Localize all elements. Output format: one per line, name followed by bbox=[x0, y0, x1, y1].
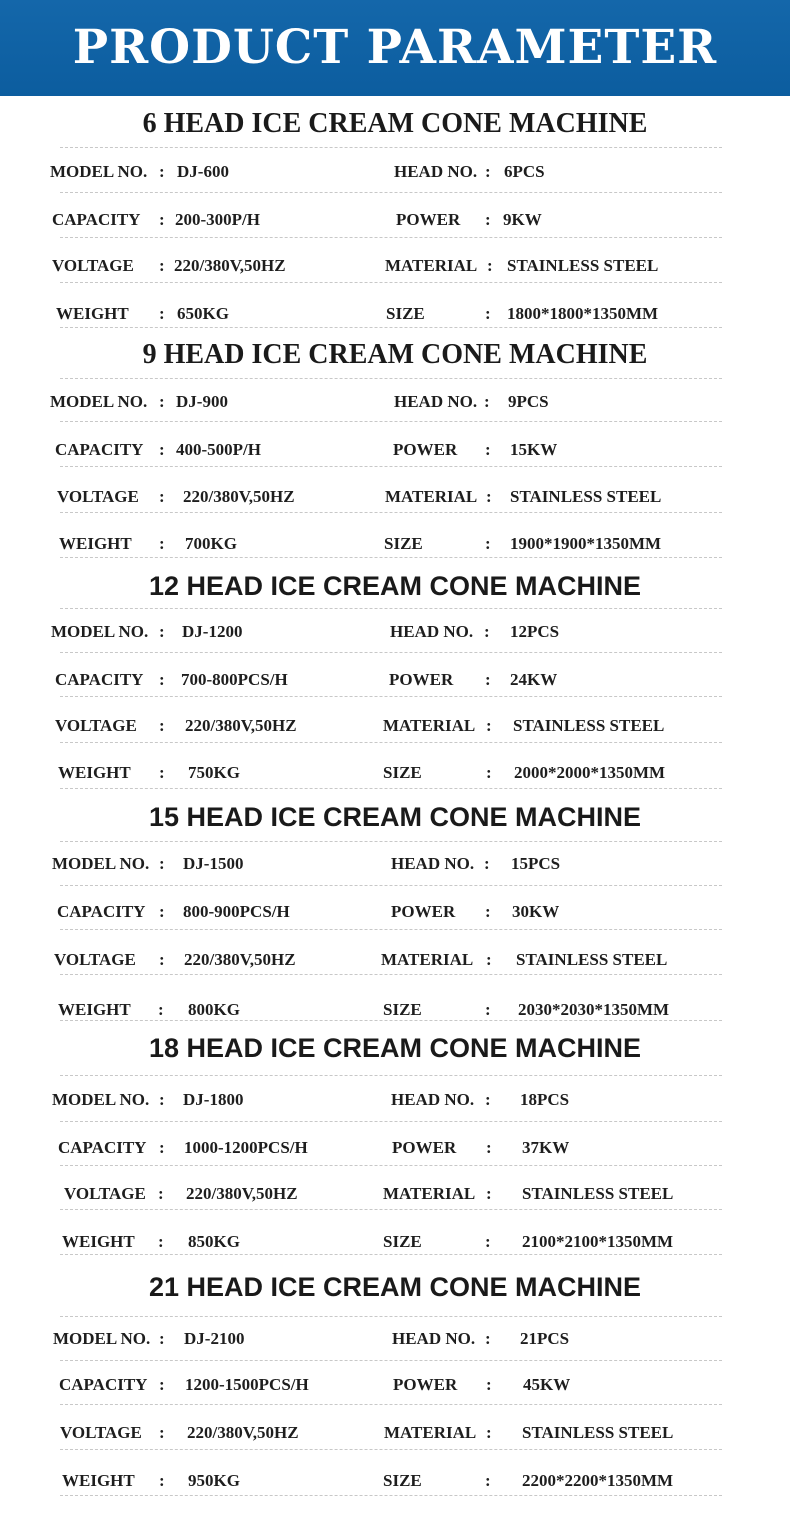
divider bbox=[60, 885, 722, 886]
spec-value: DJ-1500 bbox=[183, 854, 244, 873]
spec-row bbox=[0, 1227, 790, 1257]
divider bbox=[60, 282, 722, 283]
spec-value: 220/380V,50HZ bbox=[184, 950, 296, 969]
colon: : bbox=[158, 1184, 164, 1203]
spec-row bbox=[0, 1179, 790, 1209]
divider bbox=[60, 1209, 722, 1210]
spec-label: SIZE bbox=[384, 534, 423, 553]
colon: : bbox=[159, 902, 165, 921]
spec-label: CAPACITY bbox=[58, 1138, 147, 1157]
spec-value: 15KW bbox=[510, 440, 558, 459]
colon: : bbox=[486, 716, 492, 735]
spec-value: 700KG bbox=[185, 534, 237, 553]
colon: : bbox=[485, 670, 491, 689]
spec-label: SIZE bbox=[383, 763, 422, 782]
spec-value: STAINLESS STEEL bbox=[513, 716, 665, 735]
spec-label: MATERIAL bbox=[385, 487, 478, 506]
spec-row bbox=[0, 897, 790, 927]
colon: : bbox=[486, 1184, 492, 1203]
spec-value: DJ-2100 bbox=[184, 1329, 245, 1348]
colon: : bbox=[485, 1329, 491, 1348]
spec-label: WEIGHT bbox=[62, 1471, 135, 1490]
colon: : bbox=[159, 256, 165, 275]
spec-value: 220/380V,50HZ bbox=[186, 1184, 298, 1203]
divider bbox=[60, 652, 722, 653]
spec-label: MATERIAL bbox=[383, 716, 476, 735]
divider bbox=[60, 557, 722, 558]
divider bbox=[60, 1165, 722, 1166]
spec-label: MATERIAL bbox=[381, 950, 474, 969]
section-title: 21 HEAD ICE CREAM CONE MACHINE bbox=[148, 1272, 642, 1302]
spec-value: 9PCS bbox=[508, 392, 549, 411]
spec-label: WEIGHT bbox=[58, 1000, 131, 1019]
spec-row bbox=[0, 1466, 790, 1496]
spec-label: CAPACITY bbox=[55, 670, 144, 689]
spec-row bbox=[0, 251, 790, 281]
spec-label: CAPACITY bbox=[52, 210, 141, 229]
divider bbox=[60, 1449, 722, 1450]
colon: : bbox=[485, 1471, 491, 1490]
divider bbox=[60, 696, 722, 697]
colon: : bbox=[159, 763, 165, 782]
colon: : bbox=[159, 1329, 165, 1348]
spec-value: 2000*2000*1350MM bbox=[514, 763, 666, 782]
divider bbox=[60, 421, 722, 422]
divider bbox=[60, 1121, 722, 1122]
spec-label: CAPACITY bbox=[57, 902, 146, 921]
colon: : bbox=[487, 256, 493, 275]
spec-label: POWER bbox=[396, 210, 461, 229]
colon: : bbox=[159, 162, 165, 181]
divider bbox=[60, 237, 722, 238]
divider bbox=[60, 147, 722, 148]
colon: : bbox=[485, 1000, 491, 1019]
divider bbox=[60, 1254, 722, 1255]
spec-label: VOLTAGE bbox=[55, 716, 137, 735]
colon: : bbox=[486, 1423, 492, 1442]
colon: : bbox=[159, 1138, 165, 1157]
colon: : bbox=[485, 534, 491, 553]
spec-value: 18PCS bbox=[520, 1090, 570, 1109]
spec-label: POWER bbox=[389, 670, 454, 689]
section-title: 9 HEAD ICE CREAM CONE MACHINE bbox=[142, 339, 648, 370]
colon: : bbox=[159, 622, 165, 641]
spec-value: 6PCS bbox=[504, 162, 545, 181]
divider bbox=[60, 742, 722, 743]
colon: : bbox=[486, 487, 492, 506]
divider bbox=[60, 466, 722, 467]
spec-value: 2030*2030*1350MM bbox=[518, 1000, 670, 1019]
spec-section bbox=[0, 331, 790, 562]
spec-label: HEAD NO. bbox=[394, 162, 478, 181]
colon: : bbox=[159, 534, 165, 553]
colon: : bbox=[159, 1471, 165, 1490]
colon: : bbox=[159, 854, 165, 873]
spec-value: STAINLESS STEEL bbox=[522, 1423, 674, 1442]
colon: : bbox=[485, 304, 491, 323]
spec-value: 21PCS bbox=[520, 1329, 570, 1348]
section-title: 15 HEAD ICE CREAM CONE MACHINE bbox=[148, 802, 642, 832]
spec-label: MODEL NO. bbox=[53, 1329, 151, 1348]
spec-row bbox=[0, 711, 790, 741]
colon: : bbox=[159, 392, 165, 411]
spec-label: SIZE bbox=[383, 1471, 422, 1490]
spec-value: STAINLESS STEEL bbox=[516, 950, 668, 969]
divider bbox=[60, 929, 722, 930]
spec-value: DJ-600 bbox=[177, 162, 229, 181]
section-title: 18 HEAD ICE CREAM CONE MACHINE bbox=[148, 1033, 642, 1063]
colon: : bbox=[159, 440, 165, 459]
spec-label: VOLTAGE bbox=[60, 1423, 142, 1442]
colon: : bbox=[159, 950, 165, 969]
spec-section bbox=[0, 793, 790, 1024]
spec-value: 37KW bbox=[522, 1138, 570, 1157]
divider bbox=[60, 1360, 722, 1361]
spec-label: HEAD NO. bbox=[392, 1329, 476, 1348]
divider bbox=[60, 1404, 722, 1405]
spec-row bbox=[0, 482, 790, 512]
colon: : bbox=[486, 1138, 492, 1157]
spec-row bbox=[0, 387, 790, 417]
divider bbox=[60, 841, 722, 842]
spec-value: 2100*2100*1350MM bbox=[522, 1232, 674, 1251]
spec-label: VOLTAGE bbox=[64, 1184, 146, 1203]
spec-value: 800KG bbox=[188, 1000, 240, 1019]
colon: : bbox=[485, 210, 491, 229]
colon: : bbox=[485, 440, 491, 459]
spec-value: 220/380V,50HZ bbox=[174, 256, 286, 275]
colon: : bbox=[485, 1090, 491, 1109]
colon: : bbox=[159, 716, 165, 735]
spec-label: CAPACITY bbox=[55, 440, 144, 459]
colon: : bbox=[485, 1232, 491, 1251]
spec-row bbox=[0, 1085, 790, 1115]
spec-section bbox=[0, 562, 790, 793]
section-title: 12 HEAD ICE CREAM CONE MACHINE bbox=[148, 571, 642, 601]
spec-value: 650KG bbox=[177, 304, 229, 323]
spec-section bbox=[0, 100, 790, 331]
spec-value: 220/380V,50HZ bbox=[187, 1423, 299, 1442]
colon: : bbox=[486, 763, 492, 782]
divider bbox=[60, 1495, 722, 1496]
spec-value: 24KW bbox=[510, 670, 558, 689]
divider bbox=[60, 327, 722, 328]
spec-label: MODEL NO. bbox=[51, 622, 149, 641]
spec-row bbox=[0, 665, 790, 695]
divider bbox=[60, 1020, 722, 1021]
spec-value: 220/380V,50HZ bbox=[183, 487, 295, 506]
spec-row bbox=[0, 435, 790, 465]
colon: : bbox=[485, 902, 491, 921]
spec-value: 1900*1900*1350MM bbox=[510, 534, 662, 553]
spec-label: HEAD NO. bbox=[391, 854, 475, 873]
spec-label: CAPACITY bbox=[59, 1375, 148, 1394]
spec-value: 750KG bbox=[188, 763, 240, 782]
spec-value: DJ-1800 bbox=[183, 1090, 244, 1109]
spec-value: 15PCS bbox=[511, 854, 561, 873]
colon: : bbox=[159, 304, 165, 323]
spec-value: 2200*2200*1350MM bbox=[522, 1471, 674, 1490]
spec-label: VOLTAGE bbox=[57, 487, 139, 506]
spec-label: MATERIAL bbox=[384, 1423, 477, 1442]
divider bbox=[60, 512, 722, 513]
colon: : bbox=[158, 1232, 164, 1251]
spec-label: HEAD NO. bbox=[394, 392, 478, 411]
divider bbox=[60, 1316, 722, 1317]
spec-value: STAINLESS STEEL bbox=[510, 487, 662, 506]
spec-section bbox=[0, 1263, 790, 1494]
colon: : bbox=[484, 854, 490, 873]
spec-label: HEAD NO. bbox=[391, 1090, 475, 1109]
colon: : bbox=[486, 950, 492, 969]
spec-label: WEIGHT bbox=[62, 1232, 135, 1251]
colon: : bbox=[159, 487, 165, 506]
spec-row bbox=[0, 945, 790, 975]
spec-value: 700-800PCS/H bbox=[181, 670, 288, 689]
spec-label: MODEL NO. bbox=[50, 392, 148, 411]
divider bbox=[60, 1075, 722, 1076]
spec-label: POWER bbox=[393, 440, 458, 459]
spec-label: POWER bbox=[393, 1375, 458, 1394]
spec-label: SIZE bbox=[383, 1232, 422, 1251]
spec-label: MODEL NO. bbox=[52, 854, 150, 873]
colon: : bbox=[159, 670, 165, 689]
spec-value: 1800*1800*1350MM bbox=[507, 304, 659, 323]
spec-row bbox=[0, 205, 790, 235]
colon: : bbox=[486, 1375, 492, 1394]
spec-value: 850KG bbox=[188, 1232, 240, 1251]
spec-row bbox=[0, 758, 790, 788]
section-title: 6 HEAD ICE CREAM CONE MACHINE bbox=[142, 108, 648, 139]
spec-row bbox=[0, 617, 790, 647]
spec-value: 9KW bbox=[503, 210, 542, 229]
spec-label: VOLTAGE bbox=[54, 950, 136, 969]
spec-row bbox=[0, 529, 790, 559]
spec-value: DJ-900 bbox=[176, 392, 228, 411]
spec-value: 950KG bbox=[188, 1471, 240, 1490]
colon: : bbox=[485, 162, 491, 181]
divider bbox=[60, 378, 722, 379]
spec-value: 45KW bbox=[523, 1375, 571, 1394]
divider bbox=[60, 608, 722, 609]
spec-row bbox=[0, 299, 790, 329]
spec-value: 400-500P/H bbox=[176, 440, 261, 459]
spec-row bbox=[0, 1133, 790, 1163]
colon: : bbox=[159, 1375, 165, 1394]
spec-label: WEIGHT bbox=[59, 534, 132, 553]
spec-value: 800-900PCS/H bbox=[183, 902, 290, 921]
spec-label: SIZE bbox=[386, 304, 425, 323]
spec-label: POWER bbox=[391, 902, 456, 921]
colon: : bbox=[484, 622, 490, 641]
spec-label: MODEL NO. bbox=[50, 162, 148, 181]
spec-value: STAINLESS STEEL bbox=[507, 256, 659, 275]
header-banner bbox=[0, 0, 790, 96]
colon: : bbox=[484, 392, 490, 411]
colon: : bbox=[159, 210, 165, 229]
spec-row bbox=[0, 1370, 790, 1400]
colon: : bbox=[159, 1423, 165, 1442]
colon: : bbox=[158, 1000, 164, 1019]
divider bbox=[60, 974, 722, 975]
spec-value: 220/380V,50HZ bbox=[185, 716, 297, 735]
spec-value: DJ-1200 bbox=[182, 622, 243, 641]
colon: : bbox=[159, 1090, 165, 1109]
spec-row bbox=[0, 849, 790, 879]
spec-value: 30KW bbox=[512, 902, 560, 921]
spec-label: MATERIAL bbox=[385, 256, 478, 275]
spec-label: WEIGHT bbox=[58, 763, 131, 782]
spec-row bbox=[0, 157, 790, 187]
spec-label: MATERIAL bbox=[383, 1184, 476, 1203]
divider bbox=[60, 192, 722, 193]
spec-value: STAINLESS STEEL bbox=[522, 1184, 674, 1203]
spec-section bbox=[0, 1024, 790, 1255]
spec-value: 1200-1500PCS/H bbox=[185, 1375, 309, 1394]
spec-label: POWER bbox=[392, 1138, 457, 1157]
spec-value: 12PCS bbox=[510, 622, 560, 641]
spec-value: 1000-1200PCS/H bbox=[184, 1138, 308, 1157]
spec-label: SIZE bbox=[383, 1000, 422, 1019]
spec-label: VOLTAGE bbox=[52, 256, 134, 275]
divider bbox=[60, 788, 722, 789]
spec-row bbox=[0, 1418, 790, 1448]
spec-label: WEIGHT bbox=[56, 304, 129, 323]
page-title: PRODUCT PARAMETER bbox=[72, 20, 718, 75]
spec-value: 200-300P/H bbox=[175, 210, 260, 229]
spec-row bbox=[0, 1324, 790, 1354]
spec-label: HEAD NO. bbox=[390, 622, 474, 641]
spec-label: MODEL NO. bbox=[52, 1090, 150, 1109]
